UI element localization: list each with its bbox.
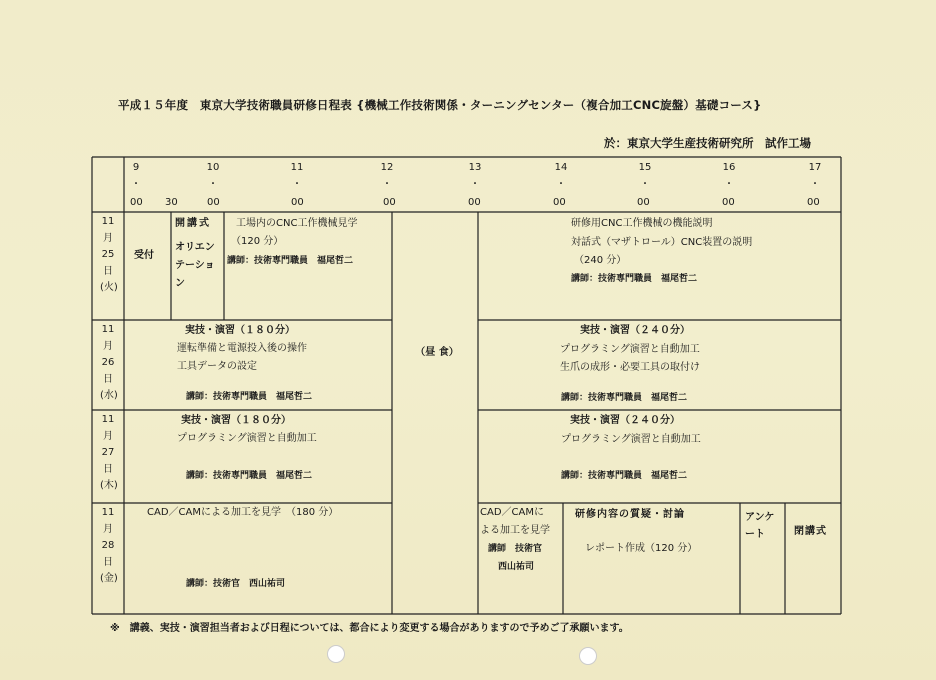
footnote: ※ 講義、実技・演習担当者および日程については、都合により変更する場合がありますので予めご了承願います。 <box>110 623 629 634</box>
punch-hole <box>579 647 597 665</box>
day4-am-title: CAD／CAMによる加工を見学 （180 分） <box>147 507 339 518</box>
minute-label: 00 <box>207 197 220 208</box>
hour-col-10: 10 ・ <box>206 162 220 190</box>
day2-am-line2: 工具データの設定 <box>177 361 257 372</box>
hour-col-15: 15 ・ <box>638 162 652 190</box>
minute-label: 00 <box>291 197 304 208</box>
minute-label: 30 <box>165 197 178 208</box>
hour-col-11: 11 ・ <box>290 162 304 190</box>
lunch-label: （昼 食） <box>415 347 459 358</box>
day1-pm-duration: （240 分） <box>574 255 627 266</box>
day-label-26: 11 月 26 日 (水) <box>100 324 118 401</box>
survey-label: アンケート <box>745 512 775 540</box>
orientation-label: オリエンテーション <box>175 242 215 289</box>
day3-am-instructor: 講師：技術専門職員 福尾哲二 <box>186 471 313 481</box>
day3-pm-title: 実技・演習（２４０分） <box>570 415 680 426</box>
day2-am-line1: 運転準備と電源投入後の操作 <box>177 343 307 354</box>
closing-ceremony-label: 閉講式 <box>794 526 827 537</box>
minute-label: 00 <box>130 197 143 208</box>
page-title: 平成１５年度 東京大学技術職員研修日程表 {機械工作技術関係・ターニングセンター（複合加工CNC旋盤）基礎コース} <box>118 98 762 112</box>
reception-label: 受付 <box>134 250 154 261</box>
day2-pm-line2: 生爪の成形・必要工具の取付け <box>560 362 700 373</box>
day3-am-line1: プログラミング演習と自動加工 <box>177 433 317 444</box>
minute-label: 00 <box>637 197 650 208</box>
day1-pm-line1: 研修用CNC工作機械の機能説明 <box>571 218 713 229</box>
day1-am-title: 工場内のCNC工作機械見学 <box>236 218 358 229</box>
day3-am-title: 実技・演習（１８０分） <box>181 415 291 426</box>
day-label-27: 11 月 27 日 (木) <box>100 414 118 491</box>
day1-pm-instructor: 講師：技術専門職員 福尾哲二 <box>571 274 698 284</box>
venue-label: 於：東京大学生産技術研究所 試作工場 <box>604 136 811 150</box>
day4-report-label: レポート作成（120 分） <box>585 543 698 554</box>
day2-pm-line1: プログラミング演習と自動加工 <box>560 344 700 355</box>
day4-am-instructor: 講師：技術官 西山祐司 <box>186 579 286 589</box>
opening-ceremony-label: 開講式 <box>175 218 211 229</box>
minute-label: 00 <box>722 197 735 208</box>
day2-am-title: 実技・演習（１８０分） <box>185 325 295 336</box>
day1-pm-line2: 対話式（マザトロール）CNC装置の説明 <box>571 237 753 248</box>
hour-col-16: 16 ・ <box>722 162 736 190</box>
hour-col-9: 9 ・ <box>131 162 141 190</box>
minute-label: 00 <box>468 197 481 208</box>
minute-label: 00 <box>383 197 396 208</box>
punch-hole <box>327 645 345 663</box>
day4-review-title: 研修内容の質疑・討論 <box>575 509 685 520</box>
day4-tour-line1: CAD／CAMに <box>480 507 544 518</box>
day-label-25: 11 月 25 日 (火) <box>100 216 118 293</box>
hour-col-13: 13 ・ <box>468 162 482 190</box>
day1-am-instructor: 講師：技術専門職員 福尾哲二 <box>227 256 354 266</box>
day2-am-instructor: 講師：技術専門職員 福尾哲二 <box>186 392 313 402</box>
day4-tour-line4: 西山祐司 <box>498 562 535 572</box>
minute-label: 00 <box>553 197 566 208</box>
day3-pm-line1: プログラミング演習と自動加工 <box>561 434 701 445</box>
day2-pm-instructor: 講師：技術専門職員 福尾哲二 <box>561 393 688 403</box>
day4-tour-line3: 講師 技術官 <box>488 544 543 554</box>
day4-tour-line2: よる加工を見学 <box>480 525 550 536</box>
day2-pm-title: 実技・演習（２４０分） <box>580 325 690 336</box>
day3-pm-instructor: 講師：技術専門職員 福尾哲二 <box>561 471 688 481</box>
hour-col-17: 17 ・ <box>808 162 822 190</box>
hour-col-14: 14 ・ <box>554 162 568 190</box>
minute-label: 00 <box>807 197 820 208</box>
hour-col-12: 12 ・ <box>380 162 394 190</box>
day-label-28: 11 月 28 日 (金) <box>100 507 118 584</box>
day1-am-duration: （120 分） <box>231 236 284 247</box>
